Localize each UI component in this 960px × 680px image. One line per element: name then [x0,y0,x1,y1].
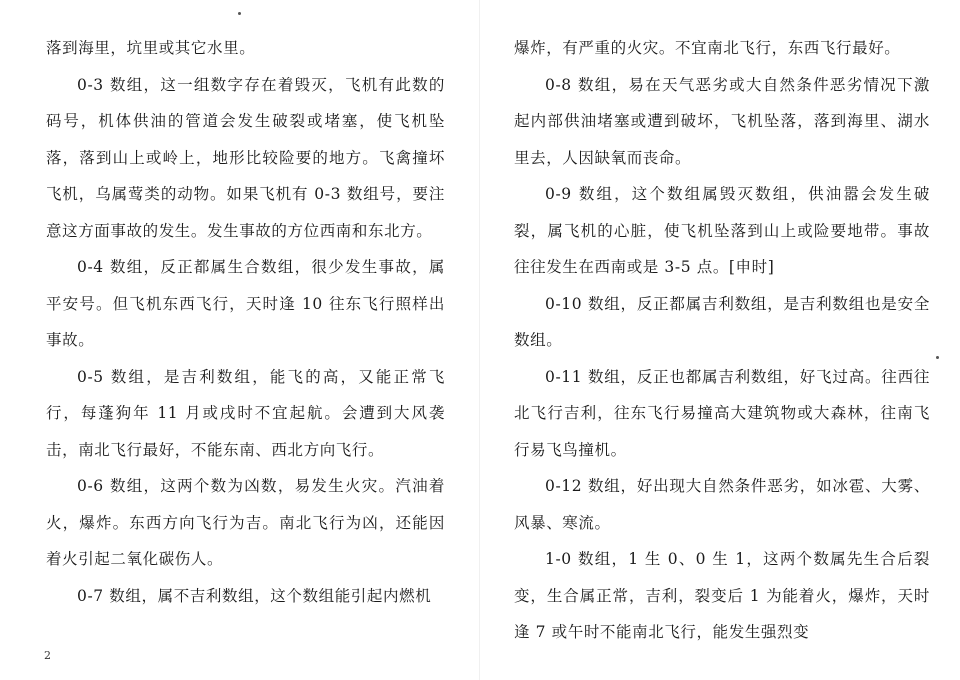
paragraph: 0-5 数组，是吉利数组，能飞的高，又能正常飞行，每蓬狗年 11 月或戌时不宜起航。会遭到大风袭击，南北飞行最好，不能东南、西北方向飞行。 [46,367,445,459]
paragraph: 0-7 数组，属不吉利数组，这个数组能引起内燃机 [77,586,432,605]
paragraph: 0-3 数组，这一组数字存在着毁灭，飞机有此数的码号，机体供油的管道会发生破裂或堵塞，使飞机坠落，落到山上或岭上，地形比较险要的地方。飞禽撞坏飞机，乌属莺类的动物。如果飞机有 0-3 数组号，要注意这方面事故的发生。发生事故的方位西南和东北方。 [46,75,445,240]
paragraph: 0-11 数组，反正也都属吉利数组，好飞过高。往西往北飞行吉利，往东飞行易撞高大建筑物或大森林，往南飞行易飞鸟撞机。 [514,367,930,459]
right-page [480,0,960,680]
paragraph: 1-0 数组，1 生 0、0 生 1，这两个数属先生合后裂变，生合属正常，吉利，裂变后 1 为能着火，爆炸，天时逢 7 或午时不能南北飞行，能发生强烈变 [514,550,930,641]
paragraph: 0-10 数组，反正都属吉利数组，是吉利数组也是安全数组。 [514,294,930,349]
paragraph: 0-4 数组，反正都属生合数组，很少发生事故，属平安号。但飞机东西飞行，天时逢 10 往东飞行照样出事故。 [46,258,445,349]
paragraph: 0-6 数组，这两个数为凶数，易发生火灾。汽油着火，爆炸。东西方向飞行为吉。南北飞行为凶，还能因着火引起二氧化碳伤人。 [46,477,445,568]
paragraph: 爆炸，有严重的火灾。不宜南北飞行，东西飞行最好。 [514,39,901,57]
paragraph: 0-9 数组，这个数组属毁灭数组，供油嚣会发生破裂，属飞机的心脏，使飞机坠落到山上或险要地带。事故往往发生在西南或是 3-5 点。[申时] [514,185,930,276]
scan-speck [936,356,939,359]
page-number: 2 [44,649,51,662]
scan-speck [238,12,241,15]
paragraph: 落到海里，坑里或其它水里。 [46,39,256,57]
paragraph: 0-8 数组，易在天气恶劣或大自然条件恶劣情况下激起内部供油堵塞或遭到破坏，飞机坠落，落到海里、湖水里去，人因缺氧而丧命。 [514,75,930,167]
paragraph: 0-12 数组，好出现大自然条件恶劣，如冰雹、大雾、风暴、寒流。 [514,477,930,532]
